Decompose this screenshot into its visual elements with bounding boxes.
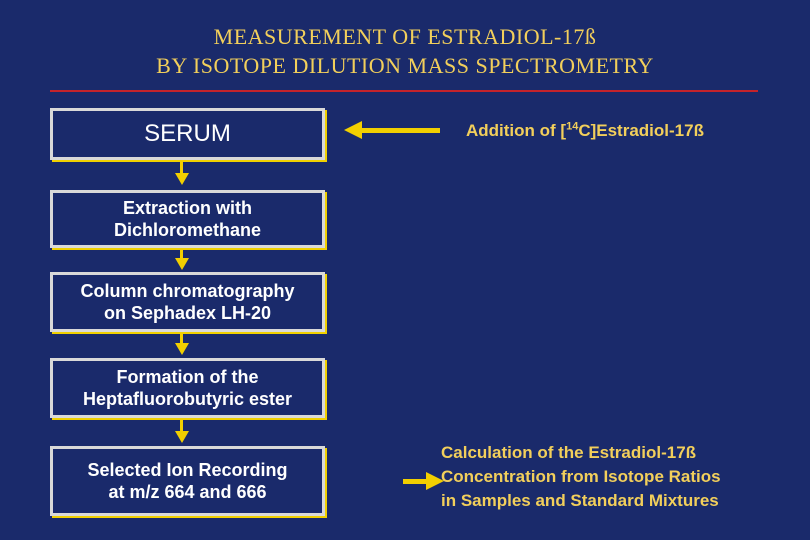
- step-serum-box: [50, 108, 325, 160]
- title-divider: [50, 90, 758, 92]
- step-extraction-line-1: Extraction with: [122, 197, 252, 218]
- step-ester-box: [50, 358, 325, 418]
- addition-arrow-shaft: [360, 128, 440, 133]
- step-ester-line-1: Formation of the: [116, 366, 259, 387]
- flow-arrow-down-1: [175, 173, 189, 185]
- flow-arrow-down-4: [175, 431, 189, 443]
- flow-arrow-down-3: [175, 343, 189, 355]
- result-arrow-shaft: [403, 479, 427, 484]
- calculation-line-1: Calculation of the Estradiol-17ß: [441, 443, 697, 462]
- step-chromatography-line-1: Column chromatography: [80, 280, 295, 301]
- calculation-line-2: Concentration from Isotope Ratios: [441, 467, 721, 486]
- step-chromatography-box: [50, 272, 325, 332]
- step-serum-label: SERUM: [144, 120, 231, 147]
- step-chromatography-line-2: on Sephadex LH-20: [103, 303, 272, 323]
- addition-label: [466, 119, 704, 143]
- title-line-2: BY ISOTOPE DILUTION MASS SPECTROMETRY: [156, 53, 654, 78]
- addition-suffix: C]Estradiol-17ß: [578, 121, 704, 140]
- step-ion-recording-line-1: Selected Ion Recording: [87, 459, 288, 480]
- flow-arrow-down-2: [175, 258, 189, 270]
- addition-isotope-superscript: 14: [566, 120, 579, 133]
- calculation-text: [441, 441, 721, 513]
- calculation-line-3: in Samples and Standard Mixtures: [441, 491, 719, 510]
- step-extraction-line-2: Dichloromethane: [113, 220, 262, 240]
- step-ester-line-2: Heptafluorobutyric ester: [82, 389, 293, 409]
- step-ion-recording-box: [50, 446, 325, 516]
- addition-prefix: Addition of [: [466, 121, 567, 140]
- step-ion-recording-line-2: at m/z 664 and 666: [108, 482, 267, 502]
- title-line-1: MEASUREMENT OF ESTRADIOL-17ß: [213, 24, 597, 49]
- step-extraction-box: [50, 190, 325, 248]
